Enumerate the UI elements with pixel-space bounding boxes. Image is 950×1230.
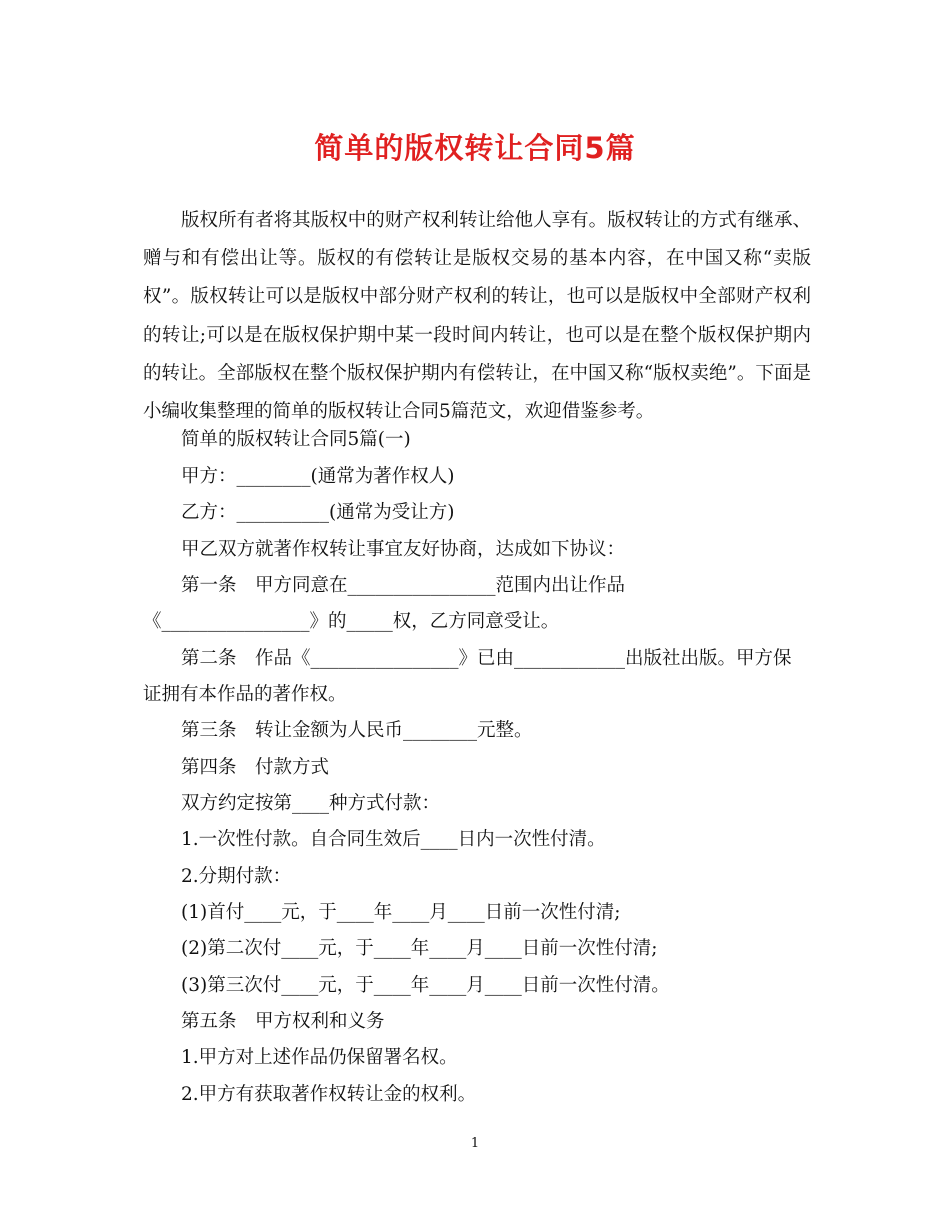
article-1-line-2: 《________________》的_____权，乙方同意受让。 — [143, 611, 560, 632]
article-3: 第三条 转让金额为人民币________元整。 — [181, 720, 533, 741]
installment-1: (1)首付____元，于____年____月____日前一次性付清; — [181, 902, 621, 923]
intro-paragraph: 版权所有者将其版权中的财产权利转让给他人享有。版权转让的方式有继承、赠与和有偿出让等。版权的有偿转让是版权交易的基本内容，在中国又称“卖版权”。版权转让可以是版权中部分财产权利的转让，也可以是版权中全部财产权利的转让;可以是在版权保护期中某一段时间内转让，也可以是在整个版权保护期内的转让。全部版权在整个版权保护期内有偿转让，在中国又称“版权卖绝”。下面是小编收集整理的简单的版权转让合同5篇范文，欢迎借鉴参考。 — [143, 210, 811, 423]
party-a-right-1: 1.甲方对上述作品仍保留署名权。 — [181, 1047, 458, 1068]
payment-option-2: 2.分期付款： — [181, 866, 292, 887]
party-a-line: 甲方：________(通常为著作权人) — [181, 466, 455, 487]
article-1-line-1: 第一条 甲方同意在________________范围内出让作品 — [181, 575, 626, 596]
article-2-line-2: 证拥有本作品的著作权。 — [143, 684, 347, 705]
installment-2: (2)第二次付____元，于____年____月____日前一次性付清; — [181, 938, 658, 959]
agreement-intro: 甲乙双方就著作权转让事宜友好协商，达成如下协议： — [181, 539, 626, 560]
article-4-heading: 第四条 付款方式 — [181, 757, 330, 778]
payment-option-1: 1.一次性付款。自合同生效后____日内一次性付清。 — [181, 829, 606, 850]
article-5-heading: 第五条 甲方权利和义务 — [181, 1011, 385, 1032]
party-a-right-2: 2.甲方有获取著作权转让金的权利。 — [181, 1084, 477, 1105]
page-number: 1 — [470, 1136, 480, 1151]
party-b-line: 乙方：__________(通常为受让方) — [181, 502, 455, 523]
payment-method-line: 双方约定按第____种方式付款： — [181, 793, 441, 814]
document-title: 简单的版权转让合同5篇 — [314, 131, 636, 165]
article-2-line-1: 第二条 作品《________________》已由____________出版社出版。甲方保 — [181, 648, 792, 669]
installment-3: (3)第三次付____元，于____年____月____日前一次性付清。 — [181, 975, 670, 996]
section-heading: 简单的版权转让合同5篇(一) — [181, 429, 411, 450]
